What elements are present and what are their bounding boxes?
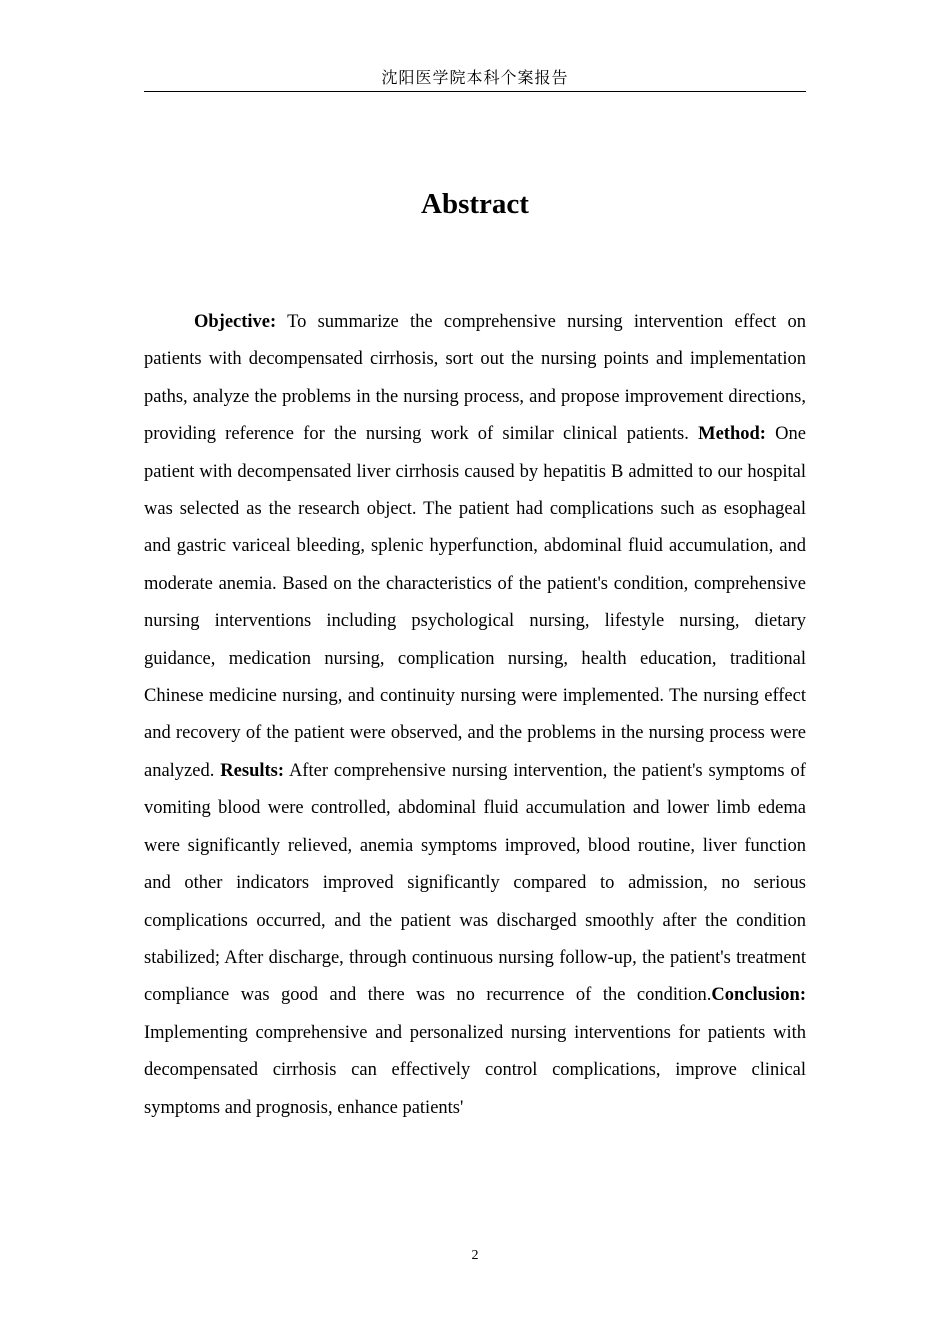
results-label: Results:: [220, 760, 285, 781]
objective-label: Objective:: [194, 312, 277, 332]
results-text: After comprehensive nursing intervention, the patient's symptoms of vomiting blood were controlled, abdominal fluid accumulation and lower limb edema were significantly relieved, anemia symptoms improved, blood routine, liver function and other indicators improved significantly compared to admission, no serious complications occurred, and the patient was discharged smoothly after the condition stabilized; After discharge, through continuous nursing follow-up, the patient's treatment compliance was good and there was no recurrence of the condition.: [144, 760, 806, 1006]
abstract-body: [144, 304, 806, 1127]
page-number: 2: [471, 1248, 479, 1263]
page-header: 沈阳医学院本科个案报告: [144, 66, 806, 92]
method-label: Method:: [698, 424, 766, 445]
method-text: One patient with decompensated liver cirrhosis caused by hepatitis B admitted to our hospital was selected as the research object. The patient had complications such as esophageal and gastric variceal bleeding, splenic hyperfunction, abdominal fluid accumulation, and moderate anemia. Based on the characteristics of the patient's condition, comprehensive nursing interventions including psychological nursing, lifestyle nursing, dietary guidance, medication nursing, complication nursing, health education, traditional Chinese medicine nursing, and continuity nursing were implemented. The nursing effect and recovery of the patient were observed, and the problems in the nursing process were analyzed.: [144, 424, 806, 781]
objective-text: To summarize the comprehensive nursing intervention effect on patients with decompensated cirrhosis, sort out the nursing points and implementation paths, analyze the problems in the nursing process, and propose improvement directions, providing reference for the nursing work of similar clinical patients.: [144, 312, 806, 445]
abstract-title: Abstract: [421, 188, 529, 220]
conclusion-text: Implementing comprehensive and personalized nursing interventions for patients with decompensated cirrhosis can effectively control complications, improve clinical symptoms and prognosis, enhance patients': [144, 1022, 806, 1118]
conclusion-label: Conclusion:: [711, 985, 806, 1006]
